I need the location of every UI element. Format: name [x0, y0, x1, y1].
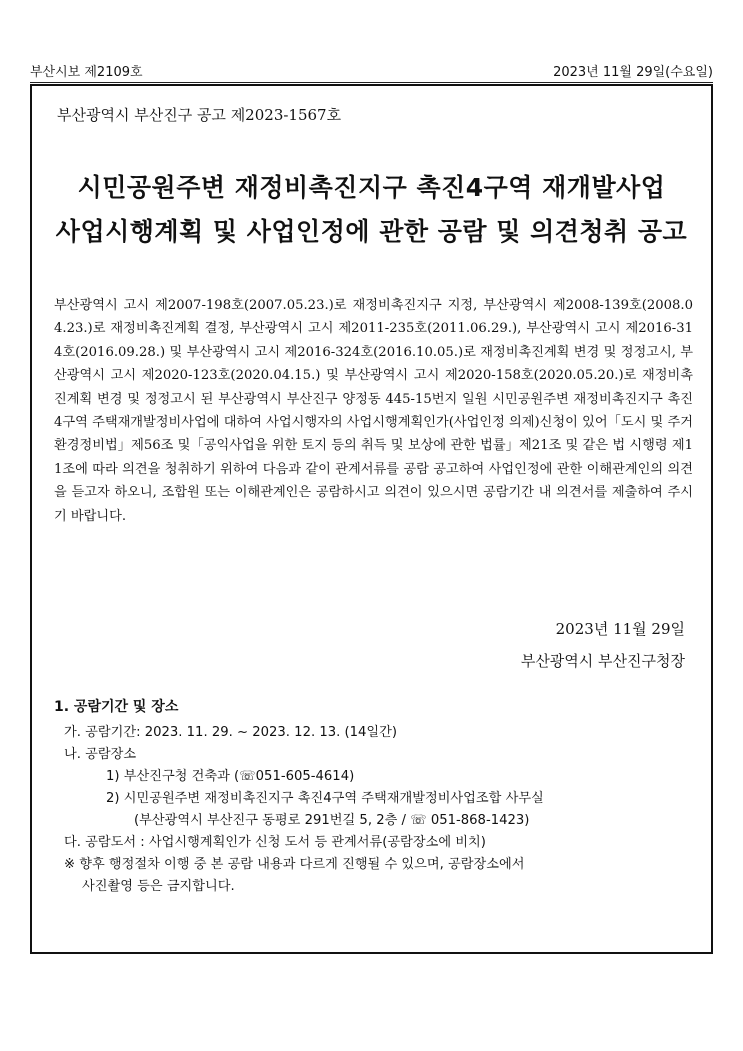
viewing-place-2: 2) 시민공원주변 재정비촉진지구 촉진4구역 주택재개발정비사업조합 사무실: [106, 791, 544, 806]
title-line-2: 사업시행계획 및 사업인정에 관한 공람 및 의견청취 공고: [55, 217, 688, 246]
notice-remark-1: ※ 향후 행정절차 이행 중 본 공람 내용과 다르게 진행될 수 있으며, 공람장소에서: [64, 857, 525, 872]
viewing-place-1: 1) 부산진구청 건축과 (☏051-605-4614): [106, 769, 355, 784]
viewing-period: 가. 공람기간: 2023. 11. 29. ~ 2023. 12. 13. (14일간): [64, 725, 398, 740]
viewing-place-heading: 나. 공람장소: [64, 747, 137, 762]
page-header: [30, 62, 713, 83]
notice-issuer: 부산광역시 부산진구청장: [520, 652, 685, 670]
notice-body: 부산광역시 고시 제2007-198호(2007.05.23.)로 재정비촉진지구 지정, 부산광역시 제2008-139호(2008.04.23.)로 재정비촉진계획 결정, 부산광역시 고시 제2011-235호(2011.06.29.), 부산광역시 고시 제2016-314호(2016.09.28.) 및 부산광역시 고시 제2016-324호(2016.10.05.)로 재정비촉진계획 변경 및 정정고시, 부산광역시 고시 제2020-123호(2020.04.15.) 및 부산광역시 고시 제2020-158호(2020.05.20.)로 재정비촉진계획 변경 및 정정고시 된 부산광역시 부산진구 양정동 445-15번지 일원 시민공원주변 재정비촉진지구 촉진4구역 주택재개발정비사업에 대하여 사업시행자의 사업시행계획인가(사업인정 의제)신청이 있어「도시 및 주거환경정비법」제56조 및「공익사업을 위한 토지 등의 취득 및 보상에 관한 법률」제21조 및 같은 법 시행령 제11조에 따라 의견을 청취하기 위하여 다음과 같이 관계서류를 공람 공고하여 사업인정에 관한 이해관계인의 의견을 듣고자 하오니, 조합원 또는 이해관계인은 공람하시고 의견이 있으시면 공람기간 내 의견서를 제출하여 주시기 바랍니다.: [54, 298, 693, 524]
title-line-1: 시민공원주변 재정비촉진지구 촉진4구역 재개발사업: [77, 173, 666, 202]
viewing-place-2-address: (부산광역시 부산진구 동평로 291번길 5, 2층 / ☏ 051-868-1423): [134, 813, 530, 828]
notice-box: [30, 84, 713, 954]
notice-date: 2023년 11월 29일: [555, 620, 685, 638]
notice-number: 부산광역시 부산진구 공고 제2023-1567호: [57, 106, 342, 124]
section-heading: 1. 공람기간 및 장소: [54, 699, 179, 715]
publication-date: 2023년 11월 29일(수요일): [553, 65, 713, 80]
publication-number: 부산시보 제2109호: [30, 65, 143, 80]
section-viewing-period: [54, 696, 691, 898]
notice-remark-2: 사진촬영 등은 금지합니다.: [82, 879, 235, 894]
notice-title: [32, 166, 711, 254]
viewing-documents: 다. 공람도서 : 사업시행계획인가 신청 도서 등 관계서류(공람장소에 비치): [64, 835, 486, 850]
